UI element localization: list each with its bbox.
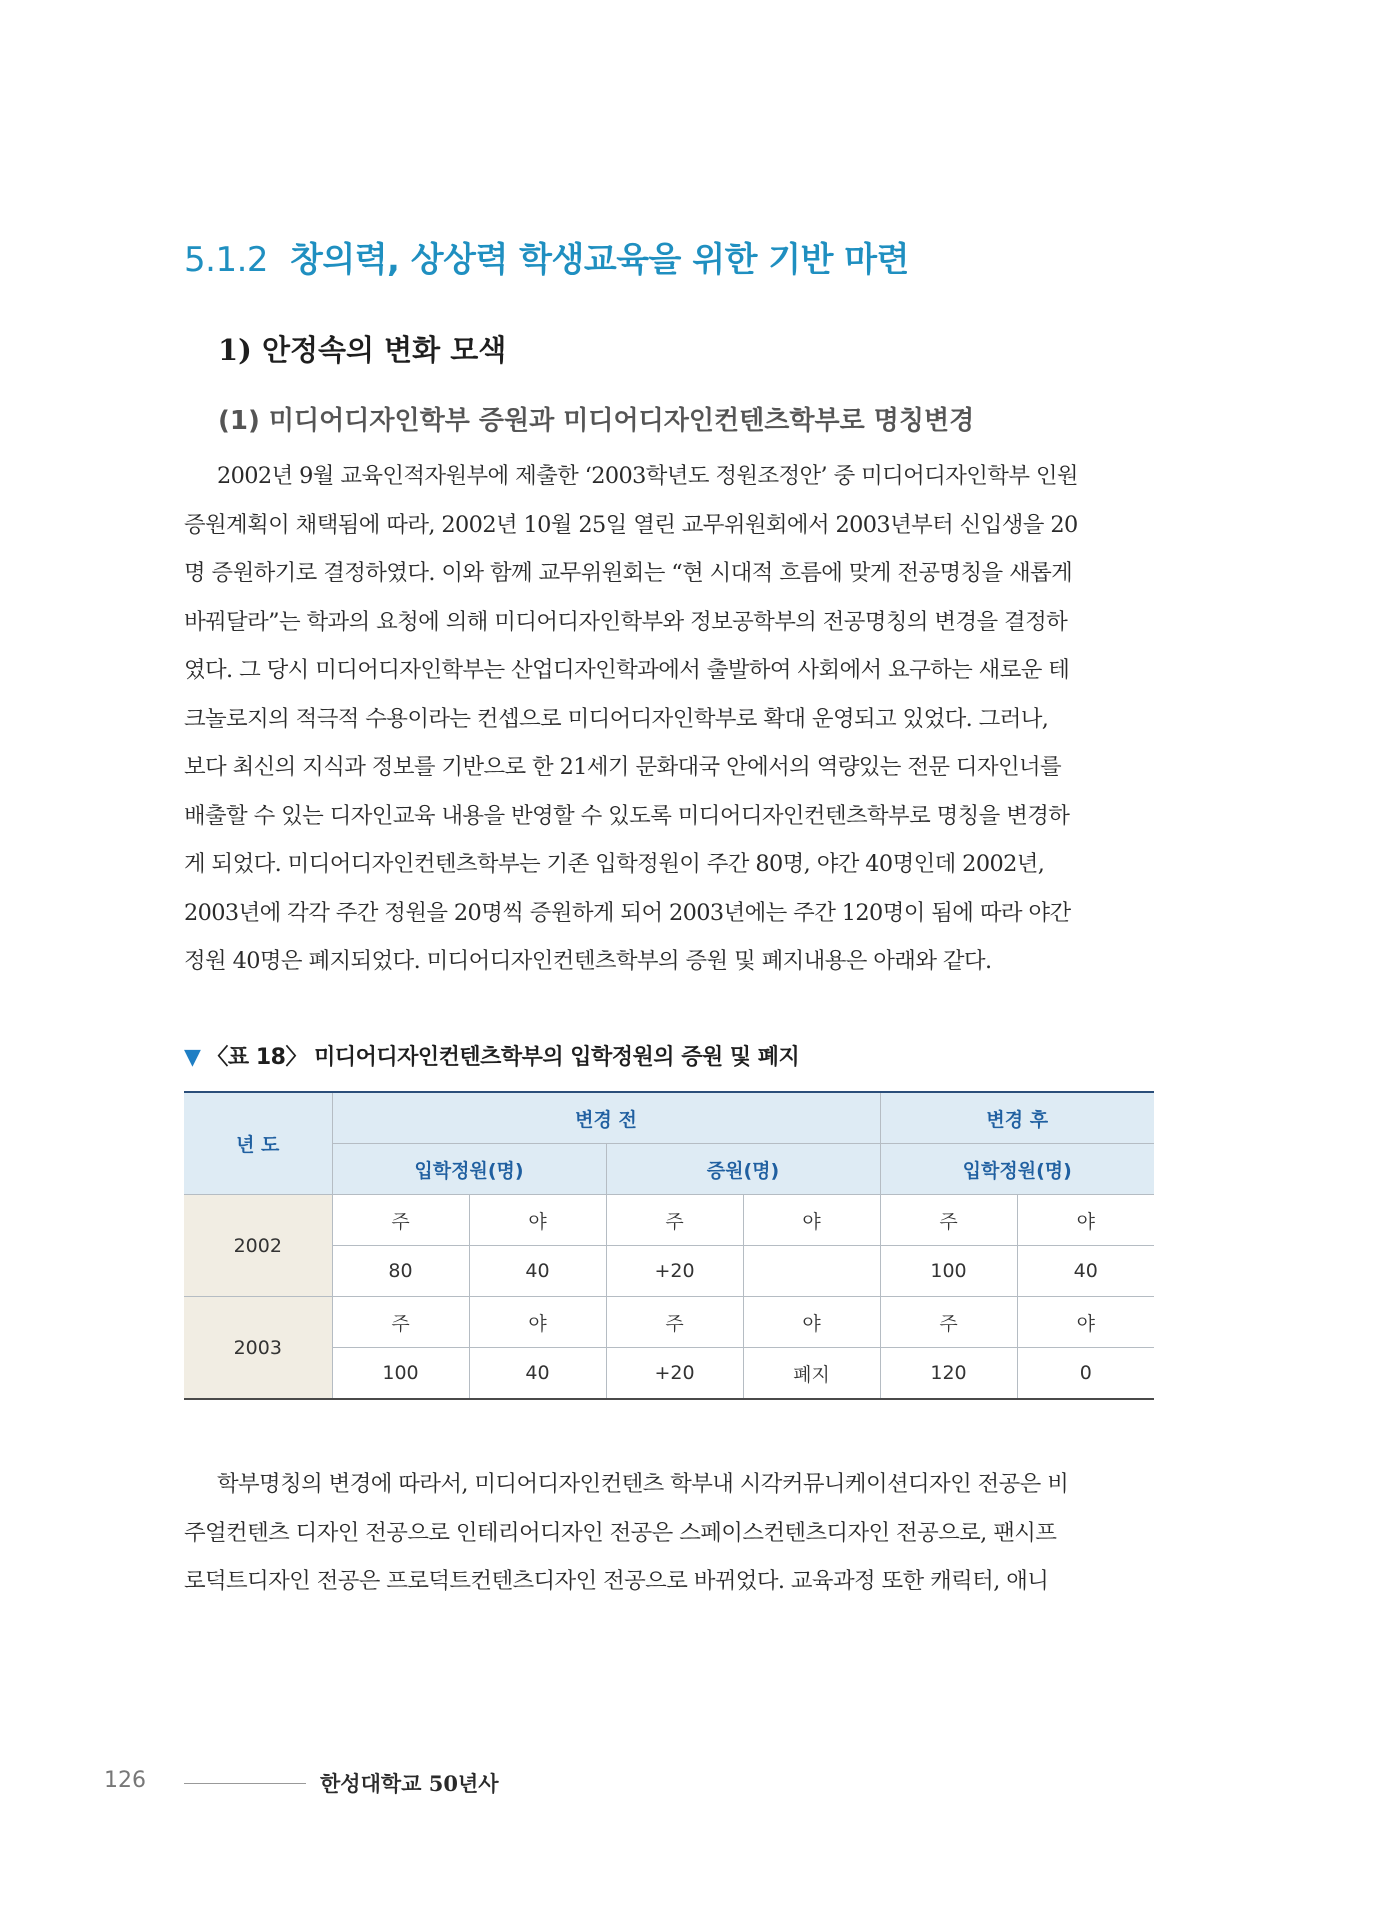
paragraph-1 xyxy=(184,452,1078,986)
value-cell: 40 xyxy=(1017,1246,1154,1297)
value-cell: 80 xyxy=(332,1246,469,1297)
value-cell: 40 xyxy=(469,1246,606,1297)
day-night-label: 야 xyxy=(743,1195,880,1246)
subheading-2: (1) 미디어디자인학부 증원과 미디어디자인컨텐츠학부로 명칭변경 xyxy=(218,406,975,436)
paragraph-line: 2003년에 각각 주간 정원을 20명씩 증원하게 되어 2003년에는 주간 120명이 됨에 따라 야간 xyxy=(184,899,1071,926)
day-night-label: 야 xyxy=(1017,1195,1154,1246)
admission-table xyxy=(184,1091,1154,1400)
paragraph-line: 게 되었다. 미디어디자인컨텐츠학부는 기존 입학정원이 주간 80명, 야간 40명인데 2002년, xyxy=(184,851,1045,877)
year-cell: 2003 xyxy=(184,1297,332,1400)
subheader-admission-before: 입학정원(명) xyxy=(332,1144,606,1195)
paragraph-line: 주얼컨텐츠 디자인 전공으로 인테리어디자인 전공은 스페이스컨텐츠디자인 전공으로, 팬시프 xyxy=(184,1519,1057,1546)
header-year: 년 도 xyxy=(184,1092,332,1195)
paragraph-2 xyxy=(184,1460,1068,1606)
value-cell: 폐지 xyxy=(743,1348,880,1400)
value-cell xyxy=(743,1246,880,1297)
day-night-label: 야 xyxy=(1017,1297,1154,1348)
paragraph-line: 보다 최신의 지식과 정보를 기반으로 한 21세기 문화대국 안에서의 역량있는 전문 디자인너를 xyxy=(184,754,1062,780)
year-cell: 2002 xyxy=(184,1195,332,1297)
paragraph-line: 증원계획이 채택됨에 따라, 2002년 10월 25일 열린 교무위원회에서 2003년부터 신입생을 20 xyxy=(184,511,1078,538)
table-caption-text: 〈표 18〉 미디어디자인컨텐츠학부의 입학정원의 증원 및 폐지 xyxy=(206,1045,800,1070)
table-row xyxy=(184,1195,1154,1246)
paragraph-line: 로덕트디자인 전공은 프로덕트컨텐츠디자인 전공으로 바뀌었다. 교육과정 또한 캐릭터, 애니 xyxy=(184,1568,1049,1594)
paragraph-line: 정원 40명은 폐지되었다. 미디어디자인컨텐츠학부의 증원 및 폐지내용은 아래와 같다. xyxy=(184,948,992,974)
paragraph-line: 바꿔달라”는 학과의 요청에 의해 미디어디자인학부와 정보공학부의 전공명칭의 변경을 결정하 xyxy=(184,608,1068,635)
header-before: 변경 전 xyxy=(332,1092,880,1144)
paragraph-line: 2002년 9월 교육인적자원부에 제출한 ‘2003학년도 정원조정안’ 중 미디어디자인학부 인원 xyxy=(217,463,1078,489)
day-night-label: 주 xyxy=(880,1195,1017,1246)
table-caption xyxy=(184,1040,799,1071)
value-cell: 100 xyxy=(880,1246,1017,1297)
day-night-label: 주 xyxy=(332,1195,469,1246)
subheading-1: 1) 안정속의 변화 모색 xyxy=(218,333,507,367)
value-cell: 120 xyxy=(880,1348,1017,1400)
paragraph-line: 명 증원하기로 결정하였다. 이와 함께 교무위원회는 “현 시대적 흐름에 맞게 전공명칭을 새롭게 xyxy=(184,560,1073,586)
footer-divider xyxy=(184,1783,306,1784)
day-night-label: 주 xyxy=(880,1297,1017,1348)
header-after: 변경 후 xyxy=(880,1092,1154,1144)
subheader-increase: 증원(명) xyxy=(606,1144,880,1195)
section-heading xyxy=(184,232,909,281)
table-row xyxy=(184,1297,1154,1348)
day-night-label: 주 xyxy=(606,1195,743,1246)
day-night-label: 야 xyxy=(469,1195,606,1246)
page-number: 126 xyxy=(104,1768,146,1793)
paragraph-line: 학부명칭의 변경에 따라서, 미디어디자인컨텐츠 학부내 시각커뮤니케이션디자인 전공은 비 xyxy=(217,1471,1069,1497)
paragraph-line: 크놀로지의 적극적 수용이라는 컨셉으로 미디어디자인학부로 확대 운영되고 있었다. 그러나, xyxy=(184,705,1049,732)
day-night-label: 야 xyxy=(743,1297,880,1348)
value-cell: 100 xyxy=(332,1348,469,1400)
day-night-label: 주 xyxy=(606,1297,743,1348)
subheader-admission-after: 입학정원(명) xyxy=(880,1144,1154,1195)
paragraph-line: 였다. 그 당시 미디어디자인학부는 산업디자인학과에서 출발하여 사회에서 요구하는 새로운 테 xyxy=(184,657,1070,683)
section-title: 창의력, 상상력 학생교육을 위한 기반 마련 xyxy=(290,240,909,280)
value-cell: 40 xyxy=(469,1348,606,1400)
day-night-label: 야 xyxy=(469,1297,606,1348)
day-night-label: 주 xyxy=(332,1297,469,1348)
book-title: 한성대학교 50년사 xyxy=(320,1771,499,1796)
triangle-down-icon: ▼ xyxy=(184,1045,201,1070)
value-cell: 0 xyxy=(1017,1348,1154,1400)
section-number: 5.1.2 xyxy=(184,240,269,280)
value-cell: +20 xyxy=(606,1246,743,1297)
paragraph-line: 배출할 수 있는 디자인교육 내용을 반영할 수 있도록 미디어디자인컨텐츠학부로 명칭을 변경하 xyxy=(184,802,1070,829)
value-cell: +20 xyxy=(606,1348,743,1400)
